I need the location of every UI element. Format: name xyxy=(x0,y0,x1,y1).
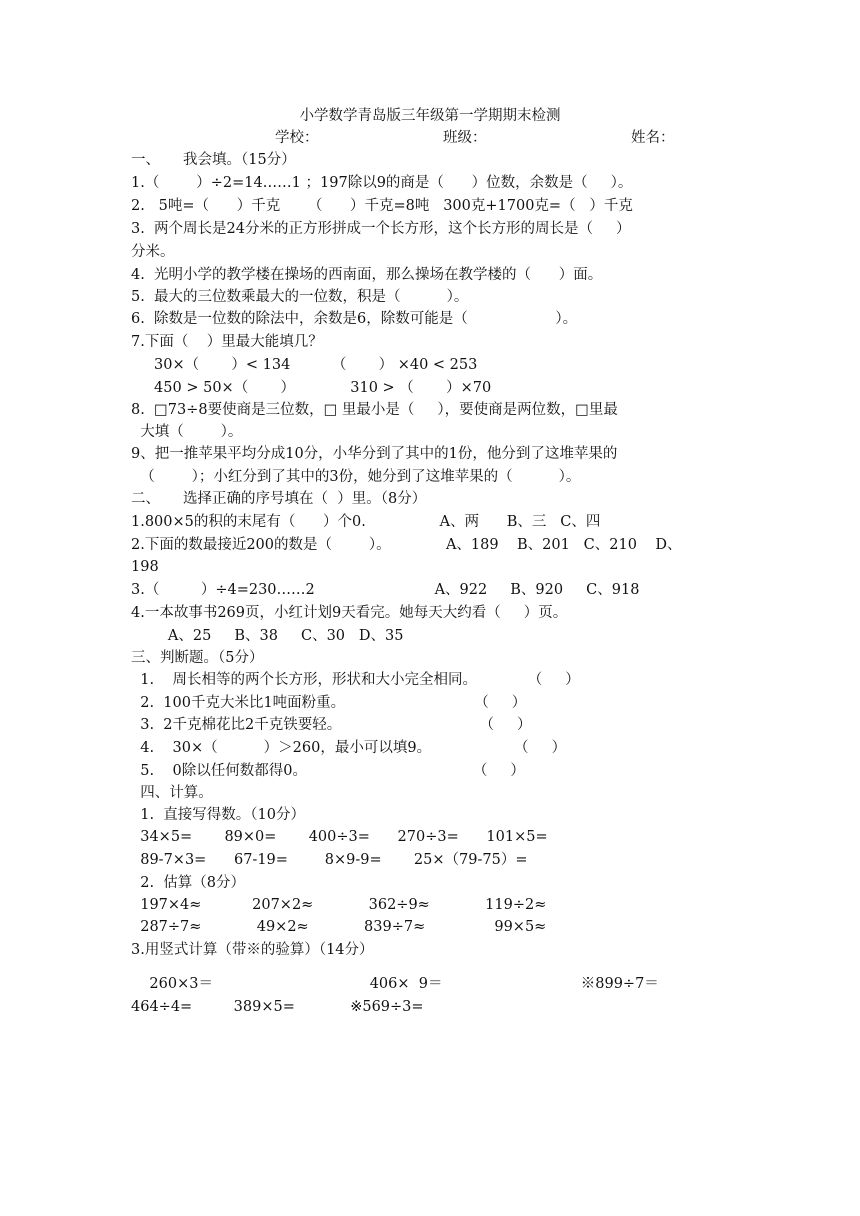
question-line: 2.下面的数最接近200的数是（ ）。 A、189 B、201 C、210 D、 xyxy=(131,537,682,553)
question-line: 287÷7≈ 49×2≈ 839÷7≈ 99×5≈ xyxy=(131,919,547,935)
question-line: 34×5= 89×0= 400÷3= 270÷3= 101×5= xyxy=(131,829,548,845)
class-label: 班级： xyxy=(443,130,487,146)
question-line: 4. 30×（ ）＞260，最小可以填9。 （ ） xyxy=(131,740,567,756)
student-info-header xyxy=(0,128,860,148)
question-line: 3. 2千克棉花比2千克铁要轻。 （ ） xyxy=(131,717,532,733)
question-line: 260×3＝ 406× 9＝ ※899÷7＝ xyxy=(131,976,659,992)
school-label: 学校： xyxy=(275,130,319,146)
question-line: 5. 0除以任何数都得0。 （ ） xyxy=(131,763,525,779)
section-4-heading: 四、计算。 xyxy=(131,785,213,801)
question-line: 3.用竖式计算（带※的验算）（14分） xyxy=(131,942,374,958)
section-2-heading: 二、 选择正确的序号填在（ ）里。（8分） xyxy=(131,491,427,507)
question-line: 89-7×3= 67-19= 8×9-9= 25×（79-75）= xyxy=(131,852,528,868)
question-line: 3.（ ）÷4=230……2 A、922 B、920 C、918 xyxy=(131,582,640,598)
question-line: 1. 周长相等的两个长方形，形状和大小完全相同。 （ ） xyxy=(131,672,580,688)
question-line: 197×4≈ 207×2≈ 362÷9≈ 119÷2≈ xyxy=(131,897,547,913)
question-line: （ ）；小红分到了其中的3份，她分到了这堆苹果的（ ）。 xyxy=(131,469,581,485)
question-line: 30×（ ）< 134 （ ） ×40 < 253 xyxy=(131,357,478,373)
question-line: 分米。 xyxy=(131,244,175,260)
question-line: 2. 100千克大米比1吨面粉重。 （ ） xyxy=(131,695,527,711)
question-line: 9、把一推苹果平均分成10分，小华分到了其中的1份，他分到了这堆苹果的 xyxy=(131,446,618,462)
question-line: 2. 估算（8分） xyxy=(131,875,245,891)
question-line: 2. 5吨=（ ）千克 （ ）千克=8吨 300克+1700克=（ ）千克 xyxy=(131,198,633,214)
name-label: 姓名： xyxy=(631,130,675,146)
question-line: 1.800×5的积的末尾有（ ）个0. A、两 B、三 C、四 xyxy=(131,514,601,530)
question-line: 464÷4= 389×5= ※569÷3= xyxy=(131,999,424,1015)
question-line: 大填（ ）。 xyxy=(131,424,243,440)
question-line: 450 > 50×（ ） 310 > （ ）×70 xyxy=(131,380,492,396)
page-title: 小学数学青岛版三年级第一学期期末检测 xyxy=(299,108,561,124)
question-line: A、25 B、38 C、30 D、35 xyxy=(131,628,404,644)
question-line: 7.下面（ ）里最大能填几？ xyxy=(131,334,323,350)
question-line: 4.一本故事书269页，小红计划9天看完。她每天大约看（ ）页。 xyxy=(131,605,568,621)
question-line: 3. 两个周长是24分米的正方形拼成一个长方形，这个长方形的周长是（ ） xyxy=(131,221,631,237)
section-1-heading: 一、 我会填。（15分） xyxy=(131,152,296,168)
question-line: 4. 光明小学的教学楼在操场的西南面，那么操场在教学楼的（ ）面。 xyxy=(131,267,603,283)
question-line: 8. □73÷8要使商是三位数，□ 里最小是（ ），要使商是两位数，□里最 xyxy=(131,402,618,418)
question-line: 1.（ ）÷2=14……1 ；197除以9的商是（ ）位数，余数是（ ）。 xyxy=(131,175,633,191)
question-line: 198 xyxy=(131,559,159,575)
question-line: 6. 除数是一位数的除法中，余数是6，除数可能是（ ）。 xyxy=(131,311,578,327)
question-line: 1. 直接写得数。（10分） xyxy=(131,807,305,823)
section-3-heading: 三、判断题。（5分） xyxy=(131,650,264,666)
question-line: 5. 最大的三位数乘最大的一位数，积是（ ）。 xyxy=(131,289,469,305)
